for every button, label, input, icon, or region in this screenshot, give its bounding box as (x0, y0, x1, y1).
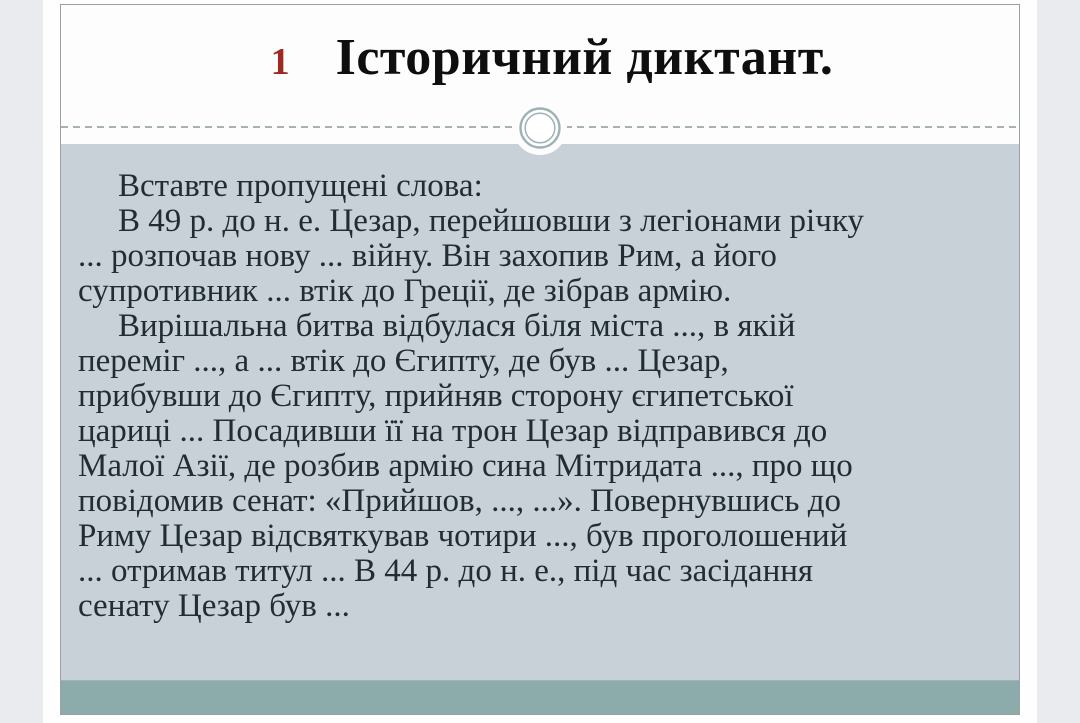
body-line: сенату Цезар був ... (78, 588, 350, 624)
body-line: Малої Азії, де розбив армію сина Мітридата ..., про що (78, 448, 853, 484)
body-line: переміг ..., а ... втік до Єгипту, де був ... Цезар, (78, 343, 729, 379)
body-line: цариці ... Посадивши її на трон Цезар відправився до (78, 413, 828, 449)
slide-body (61, 144, 1019, 680)
divider-circle-ornament-icon (508, 96, 572, 160)
body-line: Вирішальна битва відбулася біля міста ..., в якій (118, 308, 796, 344)
body-line: прибувши до Єгипту, прийняв сторону єгипетської (78, 378, 794, 414)
body-line: Вставте пропущені слова: (118, 168, 483, 204)
body-line: Риму Цезар відсвяткував чотири ..., був проголошений (78, 518, 848, 554)
body-line: ... розпочав нову ... війну. Він захопив Рим, а його (78, 238, 777, 274)
title-row (73, 5, 1031, 86)
slide (60, 4, 1020, 715)
slide-number: 1 (270, 41, 290, 83)
footer-bar (61, 680, 1019, 714)
body-line: В 49 р. до н. е. Цезар, перейшовши з легіонами річку (118, 203, 864, 239)
body-line: супротивник ... втік до Греції, де зібрав армію. (78, 273, 732, 309)
body-line: ... отримав титул ... В 44 р. до н. е., під час засідання (78, 553, 814, 589)
page-title: Історичний диктант. (335, 29, 834, 86)
body-line: повідомив сенат: «Прийшов, ..., ...». Повернувшись до (78, 483, 841, 519)
